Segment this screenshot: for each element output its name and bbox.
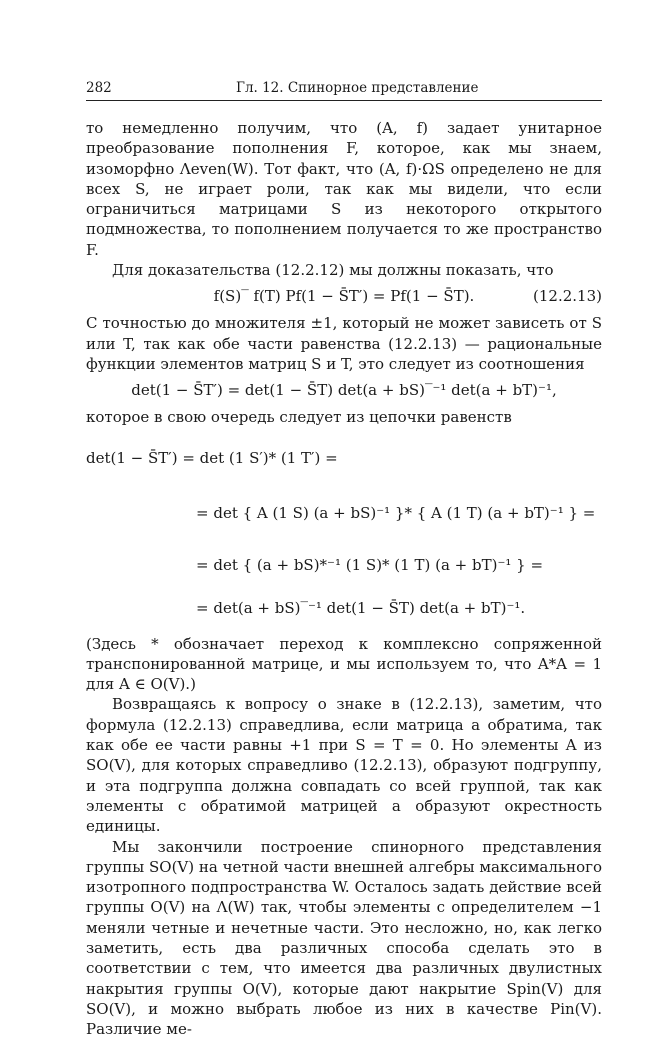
running-title: Гл. 12. Спинорное представление: [236, 80, 479, 96]
paragraph-7: Мы закончили построение спинорного представления группы SO(V) на четной части внешней алгебры максимального изотропного подпространства W. Осталось задать действие всей группы O(V) на Λ(W) так, чтобы элементы с определителем −1 меняли четные и нечетные части. Это несложно, но, как легко заметить, есть два различных способа сделать это в соответствии с тем, что имеется два различных двулистных накрытия группы O(V), которые дают накрытие Spin(V) для SO(V), и можно выбрать любое из них в качестве Pin(V). Различие ме-: [86, 837, 602, 1039]
equation-number: (12.2.13): [533, 287, 602, 306]
paragraph-5: (Здесь * обозначает переход к комплексно сопряженной транспонированной матрице, и мы используем то, что A*A = 1 для A ∈ O(V).): [86, 634, 602, 694]
running-header: [86, 78, 602, 101]
main-text: [86, 118, 602, 1040]
equation-12-2-13-body: f(S)‾ f(T) Pf(1 − S̄T′) = Pf(1 − S̄T).: [213, 287, 475, 306]
page-number: 282: [86, 80, 112, 96]
equation-det-relation: [86, 377, 602, 404]
paragraph-1: то немедленно получим, что (A, f) задает унитарное преобразование пополнения F, которое, как мы знаем, изоморфно Λeven(W). Тот факт, что (A, f)·ΩS определено не для всех S, не играет роли, так как мы видели, что если ограничиться матрицами S из некоторого открытого подмножества, то пополнением получается то же пространство F.: [86, 119, 602, 259]
chain-line-3: = det { (a + bS)*⁻¹ (1 S)* (1 T) (a + bT)⁻¹ } =: [196, 555, 544, 574]
equation-12-2-13: [86, 283, 602, 310]
paragraph-3: С точностью до множителя ±1, который не может зависеть от S или T, так как обе части равенства (12.2.13) — рациональные функции элементов матриц S и T, это следует из соотношения: [86, 314, 602, 373]
paragraph-2: Для доказательства (12.2.12) мы должны показать, что: [112, 261, 554, 280]
chain-line-1: det(1 − S̄T′) = det (1 S′)* (1 T′) =: [86, 448, 338, 467]
paragraph-6: Возвращаясь к вопросу о знаке в (12.2.13), заметим, что формула (12.2.13) справедлива, если матрица a обратима, так как обе ее части равны +1 при S = T = 0. Но элементы A из SO(V), для которых справедливо (12.2.13), образуют подгруппу, и эта подгруппа должна совпадать со всей группой, так как элементы с обратимой матрицей a образуют окрестность единицы.: [86, 695, 602, 836]
equation-det-relation-body: det(1 − S̄T′) = det(1 − S̄T) det(a + bS)‾⁻¹ det(a + bT)⁻¹,: [131, 381, 557, 400]
chain-line-4: = det(a + bS)‾⁻¹ det(1 − S̄T) det(a + bT)⁻¹.: [196, 598, 526, 617]
chain-line-2: = det { A (1 S) (a + bS)⁻¹ }* { A (1 T) (a + bT)⁻¹ } =: [196, 503, 596, 522]
paragraph-4: которое в свою очередь следует из цепочки равенств: [86, 408, 512, 427]
